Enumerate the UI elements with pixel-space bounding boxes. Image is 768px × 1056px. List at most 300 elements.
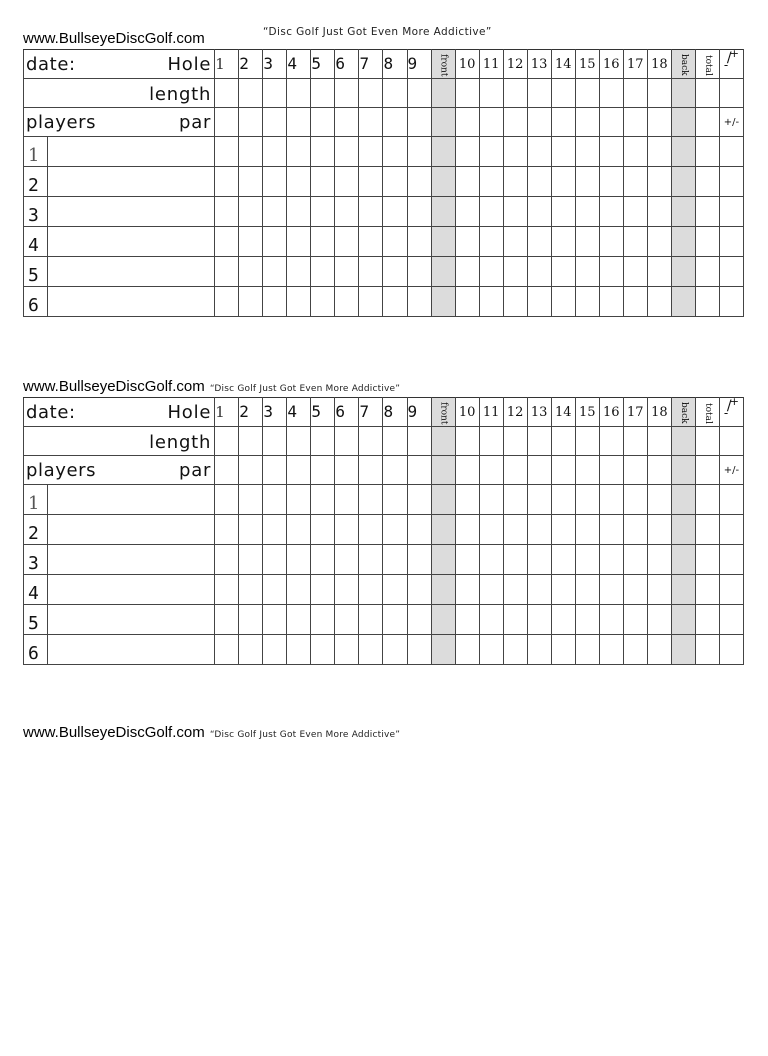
score-cell[interactable]	[551, 167, 575, 197]
score-cell[interactable]	[647, 575, 671, 605]
score-cell[interactable]	[215, 79, 239, 108]
score-cell[interactable]	[335, 605, 359, 635]
score-cell[interactable]	[479, 456, 503, 485]
score-cell[interactable]	[647, 227, 671, 257]
score-cell[interactable]	[455, 257, 479, 287]
plus-minus-cell[interactable]	[719, 575, 743, 605]
score-cell[interactable]	[599, 137, 623, 167]
score-cell[interactable]	[287, 456, 311, 485]
plus-minus-cell[interactable]	[719, 227, 743, 257]
score-cell[interactable]	[647, 485, 671, 515]
score-cell[interactable]	[647, 167, 671, 197]
score-cell[interactable]	[407, 545, 431, 575]
score-cell[interactable]	[359, 257, 383, 287]
score-cell[interactable]	[383, 137, 407, 167]
score-cell[interactable]	[335, 456, 359, 485]
score-cell[interactable]	[359, 456, 383, 485]
score-cell[interactable]	[359, 227, 383, 257]
score-cell[interactable]	[551, 485, 575, 515]
score-cell[interactable]	[407, 287, 431, 317]
score-cell[interactable]	[503, 197, 527, 227]
date-hole-cell[interactable]	[24, 50, 215, 79]
score-cell[interactable]	[383, 635, 407, 665]
plus-minus-cell[interactable]	[719, 545, 743, 575]
score-cell[interactable]	[311, 605, 335, 635]
score-cell[interactable]	[647, 515, 671, 545]
score-cell[interactable]	[575, 227, 599, 257]
player-name-cell[interactable]	[24, 545, 215, 575]
score-cell[interactable]	[239, 605, 263, 635]
score-cell[interactable]	[479, 427, 503, 456]
score-cell[interactable]	[215, 257, 239, 287]
plus-minus-cell[interactable]	[719, 635, 743, 665]
score-cell[interactable]	[479, 545, 503, 575]
score-cell[interactable]	[287, 575, 311, 605]
score-cell[interactable]	[239, 456, 263, 485]
score-cell[interactable]	[503, 137, 527, 167]
score-cell[interactable]	[215, 427, 239, 456]
score-cell[interactable]	[359, 427, 383, 456]
score-cell[interactable]	[383, 197, 407, 227]
score-cell[interactable]	[239, 485, 263, 515]
plus-minus-cell[interactable]	[719, 79, 743, 108]
score-cell[interactable]	[575, 197, 599, 227]
score-cell[interactable]	[263, 287, 287, 317]
score-cell[interactable]	[335, 167, 359, 197]
score-cell[interactable]	[575, 167, 599, 197]
score-cell[interactable]	[647, 137, 671, 167]
site-url[interactable]: www.BullseyeDiscGolf.com	[23, 30, 205, 47]
score-cell[interactable]	[479, 227, 503, 257]
score-cell[interactable]	[623, 427, 647, 456]
player-name-cell[interactable]	[24, 575, 215, 605]
score-cell[interactable]	[599, 167, 623, 197]
score-cell[interactable]	[599, 605, 623, 635]
player-name-field[interactable]	[48, 287, 214, 316]
score-cell[interactable]	[599, 635, 623, 665]
score-cell[interactable]	[407, 108, 431, 137]
score-cell[interactable]	[551, 635, 575, 665]
score-cell[interactable]	[623, 197, 647, 227]
score-cell[interactable]	[503, 635, 527, 665]
score-cell[interactable]	[263, 635, 287, 665]
score-cell[interactable]	[479, 137, 503, 167]
score-cell[interactable]	[455, 575, 479, 605]
score-cell[interactable]	[239, 257, 263, 287]
score-cell[interactable]	[455, 287, 479, 317]
score-cell[interactable]	[623, 227, 647, 257]
score-cell[interactable]	[287, 427, 311, 456]
score-cell[interactable]	[551, 427, 575, 456]
score-cell[interactable]	[263, 605, 287, 635]
plus-minus-cell[interactable]	[719, 197, 743, 227]
player-name-cell[interactable]	[24, 485, 215, 515]
score-cell[interactable]	[311, 545, 335, 575]
score-cell[interactable]	[455, 108, 479, 137]
score-cell[interactable]	[287, 108, 311, 137]
score-cell[interactable]	[623, 605, 647, 635]
score-cell[interactable]	[479, 575, 503, 605]
player-name-field[interactable]	[48, 137, 214, 166]
score-cell[interactable]	[359, 635, 383, 665]
score-cell[interactable]	[383, 427, 407, 456]
date-hole-cell[interactable]	[24, 398, 215, 427]
score-cell[interactable]	[647, 456, 671, 485]
score-cell[interactable]	[455, 227, 479, 257]
player-name-field[interactable]	[48, 515, 214, 544]
score-cell[interactable]	[287, 227, 311, 257]
total-cell[interactable]	[695, 485, 719, 515]
score-cell[interactable]	[263, 79, 287, 108]
score-cell[interactable]	[335, 485, 359, 515]
score-cell[interactable]	[503, 227, 527, 257]
score-cell[interactable]	[575, 456, 599, 485]
score-cell[interactable]	[239, 79, 263, 108]
score-cell[interactable]	[503, 515, 527, 545]
total-cell[interactable]	[695, 108, 719, 137]
score-cell[interactable]	[215, 197, 239, 227]
score-cell[interactable]	[215, 605, 239, 635]
score-cell[interactable]	[527, 287, 551, 317]
score-cell[interactable]	[407, 456, 431, 485]
score-cell[interactable]	[215, 575, 239, 605]
player-name-field[interactable]	[48, 167, 214, 196]
score-cell[interactable]	[479, 287, 503, 317]
player-name-field[interactable]	[48, 227, 214, 256]
score-cell[interactable]	[215, 635, 239, 665]
score-cell[interactable]	[407, 427, 431, 456]
score-cell[interactable]	[479, 108, 503, 137]
score-cell[interactable]	[551, 108, 575, 137]
score-cell[interactable]	[359, 167, 383, 197]
score-cell[interactable]	[263, 167, 287, 197]
score-cell[interactable]	[239, 575, 263, 605]
score-cell[interactable]	[311, 635, 335, 665]
score-cell[interactable]	[335, 427, 359, 456]
score-cell[interactable]	[335, 257, 359, 287]
score-cell[interactable]	[551, 605, 575, 635]
score-cell[interactable]	[623, 485, 647, 515]
score-cell[interactable]	[335, 575, 359, 605]
total-cell[interactable]	[695, 635, 719, 665]
score-cell[interactable]	[383, 227, 407, 257]
score-cell[interactable]	[215, 227, 239, 257]
score-cell[interactable]	[311, 515, 335, 545]
player-name-field[interactable]	[48, 545, 214, 574]
score-cell[interactable]	[599, 575, 623, 605]
score-cell[interactable]	[527, 545, 551, 575]
score-cell[interactable]	[647, 197, 671, 227]
score-cell[interactable]	[599, 257, 623, 287]
score-cell[interactable]	[455, 545, 479, 575]
score-cell[interactable]	[263, 427, 287, 456]
total-cell[interactable]	[695, 257, 719, 287]
score-cell[interactable]	[527, 227, 551, 257]
score-cell[interactable]	[407, 635, 431, 665]
score-cell[interactable]	[455, 197, 479, 227]
score-cell[interactable]	[335, 137, 359, 167]
plus-minus-cell[interactable]	[719, 605, 743, 635]
score-cell[interactable]	[407, 515, 431, 545]
score-cell[interactable]	[287, 635, 311, 665]
score-cell[interactable]	[551, 197, 575, 227]
score-cell[interactable]	[407, 485, 431, 515]
score-cell[interactable]	[479, 167, 503, 197]
score-cell[interactable]	[215, 108, 239, 137]
score-cell[interactable]	[335, 79, 359, 108]
score-cell[interactable]	[263, 137, 287, 167]
score-cell[interactable]	[239, 108, 263, 137]
score-cell[interactable]	[263, 197, 287, 227]
total-cell[interactable]	[695, 545, 719, 575]
site-url[interactable]: www.BullseyeDiscGolf.com	[23, 378, 205, 395]
score-cell[interactable]	[383, 605, 407, 635]
plus-minus-cell[interactable]	[719, 257, 743, 287]
score-cell[interactable]	[359, 515, 383, 545]
score-cell[interactable]	[551, 456, 575, 485]
score-cell[interactable]	[455, 515, 479, 545]
score-cell[interactable]	[575, 137, 599, 167]
total-cell[interactable]	[695, 515, 719, 545]
player-name-cell[interactable]	[24, 167, 215, 197]
score-cell[interactable]	[383, 79, 407, 108]
score-cell[interactable]	[575, 427, 599, 456]
player-name-cell[interactable]	[24, 197, 215, 227]
score-cell[interactable]	[575, 79, 599, 108]
score-cell[interactable]	[359, 79, 383, 108]
score-cell[interactable]	[479, 197, 503, 227]
score-cell[interactable]	[647, 108, 671, 137]
score-cell[interactable]	[287, 197, 311, 227]
score-cell[interactable]	[599, 108, 623, 137]
score-cell[interactable]	[311, 79, 335, 108]
score-cell[interactable]	[599, 197, 623, 227]
score-cell[interactable]	[455, 456, 479, 485]
score-cell[interactable]	[527, 167, 551, 197]
score-cell[interactable]	[239, 227, 263, 257]
score-cell[interactable]	[335, 515, 359, 545]
score-cell[interactable]	[311, 108, 335, 137]
score-cell[interactable]	[551, 257, 575, 287]
score-cell[interactable]	[407, 227, 431, 257]
score-cell[interactable]	[575, 515, 599, 545]
score-cell[interactable]	[383, 575, 407, 605]
score-cell[interactable]	[527, 456, 551, 485]
score-cell[interactable]	[527, 197, 551, 227]
total-cell[interactable]	[695, 137, 719, 167]
score-cell[interactable]	[263, 485, 287, 515]
score-cell[interactable]	[575, 545, 599, 575]
score-cell[interactable]	[311, 197, 335, 227]
score-cell[interactable]	[239, 635, 263, 665]
score-cell[interactable]	[527, 485, 551, 515]
score-cell[interactable]	[383, 167, 407, 197]
score-cell[interactable]	[215, 456, 239, 485]
score-cell[interactable]	[311, 485, 335, 515]
score-cell[interactable]	[455, 605, 479, 635]
score-cell[interactable]	[647, 635, 671, 665]
score-cell[interactable]	[359, 605, 383, 635]
score-cell[interactable]	[287, 167, 311, 197]
player-name-cell[interactable]	[24, 137, 215, 167]
player-name-cell[interactable]	[24, 287, 215, 317]
score-cell[interactable]	[215, 485, 239, 515]
score-cell[interactable]	[311, 287, 335, 317]
score-cell[interactable]	[575, 108, 599, 137]
score-cell[interactable]	[623, 545, 647, 575]
total-cell[interactable]	[695, 605, 719, 635]
score-cell[interactable]	[503, 257, 527, 287]
score-cell[interactable]	[359, 485, 383, 515]
score-cell[interactable]	[551, 545, 575, 575]
score-cell[interactable]	[527, 137, 551, 167]
score-cell[interactable]	[239, 545, 263, 575]
score-cell[interactable]	[599, 227, 623, 257]
total-cell[interactable]	[695, 287, 719, 317]
score-cell[interactable]	[479, 605, 503, 635]
score-cell[interactable]	[383, 515, 407, 545]
score-cell[interactable]	[551, 575, 575, 605]
score-cell[interactable]	[527, 605, 551, 635]
score-cell[interactable]	[407, 197, 431, 227]
score-cell[interactable]	[623, 635, 647, 665]
score-cell[interactable]	[311, 167, 335, 197]
score-cell[interactable]	[335, 287, 359, 317]
score-cell[interactable]	[503, 79, 527, 108]
score-cell[interactable]	[311, 257, 335, 287]
score-cell[interactable]	[239, 197, 263, 227]
score-cell[interactable]	[503, 456, 527, 485]
score-cell[interactable]	[479, 635, 503, 665]
score-cell[interactable]	[311, 427, 335, 456]
total-cell[interactable]	[695, 197, 719, 227]
total-cell[interactable]	[695, 167, 719, 197]
score-cell[interactable]	[479, 515, 503, 545]
score-cell[interactable]	[503, 287, 527, 317]
plus-minus-cell[interactable]	[719, 515, 743, 545]
score-cell[interactable]	[623, 515, 647, 545]
player-name-cell[interactable]	[24, 515, 215, 545]
score-cell[interactable]	[383, 257, 407, 287]
score-cell[interactable]	[647, 545, 671, 575]
score-cell[interactable]	[647, 79, 671, 108]
score-cell[interactable]	[479, 79, 503, 108]
score-cell[interactable]	[215, 137, 239, 167]
player-name-field[interactable]	[48, 575, 214, 604]
score-cell[interactable]	[407, 575, 431, 605]
total-cell[interactable]	[695, 456, 719, 485]
plus-minus-cell[interactable]	[719, 485, 743, 515]
score-cell[interactable]	[287, 605, 311, 635]
score-cell[interactable]	[479, 257, 503, 287]
player-name-field[interactable]	[48, 197, 214, 226]
score-cell[interactable]	[479, 485, 503, 515]
score-cell[interactable]	[647, 257, 671, 287]
score-cell[interactable]	[575, 605, 599, 635]
score-cell[interactable]	[647, 427, 671, 456]
score-cell[interactable]	[335, 635, 359, 665]
score-cell[interactable]	[407, 605, 431, 635]
score-cell[interactable]	[527, 108, 551, 137]
score-cell[interactable]	[383, 545, 407, 575]
score-cell[interactable]	[311, 227, 335, 257]
score-cell[interactable]	[455, 167, 479, 197]
score-cell[interactable]	[263, 515, 287, 545]
score-cell[interactable]	[239, 287, 263, 317]
score-cell[interactable]	[215, 515, 239, 545]
score-cell[interactable]	[359, 197, 383, 227]
score-cell[interactable]	[551, 515, 575, 545]
score-cell[interactable]	[527, 427, 551, 456]
score-cell[interactable]	[575, 575, 599, 605]
player-name-field[interactable]	[48, 485, 214, 514]
site-url[interactable]: www.BullseyeDiscGolf.com	[23, 724, 205, 741]
score-cell[interactable]	[623, 137, 647, 167]
score-cell[interactable]	[287, 515, 311, 545]
score-cell[interactable]	[407, 257, 431, 287]
score-cell[interactable]	[287, 287, 311, 317]
score-cell[interactable]	[287, 485, 311, 515]
score-cell[interactable]	[359, 575, 383, 605]
score-cell[interactable]	[215, 167, 239, 197]
score-cell[interactable]	[263, 575, 287, 605]
score-cell[interactable]	[599, 427, 623, 456]
score-cell[interactable]	[335, 108, 359, 137]
score-cell[interactable]	[503, 485, 527, 515]
score-cell[interactable]	[263, 257, 287, 287]
score-cell[interactable]	[359, 545, 383, 575]
score-cell[interactable]	[503, 575, 527, 605]
score-cell[interactable]	[527, 575, 551, 605]
player-name-cell[interactable]	[24, 635, 215, 665]
score-cell[interactable]	[575, 635, 599, 665]
score-cell[interactable]	[503, 427, 527, 456]
plus-minus-cell[interactable]	[719, 167, 743, 197]
score-cell[interactable]	[527, 515, 551, 545]
score-cell[interactable]	[647, 605, 671, 635]
score-cell[interactable]	[335, 545, 359, 575]
score-cell[interactable]	[455, 137, 479, 167]
score-cell[interactable]	[383, 456, 407, 485]
score-cell[interactable]	[263, 108, 287, 137]
total-cell[interactable]	[695, 427, 719, 456]
score-cell[interactable]	[599, 485, 623, 515]
score-cell[interactable]	[599, 515, 623, 545]
score-cell[interactable]	[311, 137, 335, 167]
player-name-cell[interactable]	[24, 605, 215, 635]
player-name-field[interactable]	[48, 635, 214, 664]
score-cell[interactable]	[359, 137, 383, 167]
score-cell[interactable]	[263, 456, 287, 485]
score-cell[interactable]	[575, 257, 599, 287]
score-cell[interactable]	[335, 227, 359, 257]
score-cell[interactable]	[551, 227, 575, 257]
score-cell[interactable]	[575, 287, 599, 317]
score-cell[interactable]	[239, 427, 263, 456]
score-cell[interactable]	[215, 287, 239, 317]
plus-minus-cell[interactable]	[719, 137, 743, 167]
score-cell[interactable]	[623, 456, 647, 485]
score-cell[interactable]	[551, 79, 575, 108]
score-cell[interactable]	[311, 456, 335, 485]
score-cell[interactable]	[239, 137, 263, 167]
score-cell[interactable]	[551, 137, 575, 167]
player-name-field[interactable]	[48, 257, 214, 286]
score-cell[interactable]	[599, 79, 623, 108]
score-cell[interactable]	[407, 167, 431, 197]
score-cell[interactable]	[263, 227, 287, 257]
score-cell[interactable]	[599, 545, 623, 575]
